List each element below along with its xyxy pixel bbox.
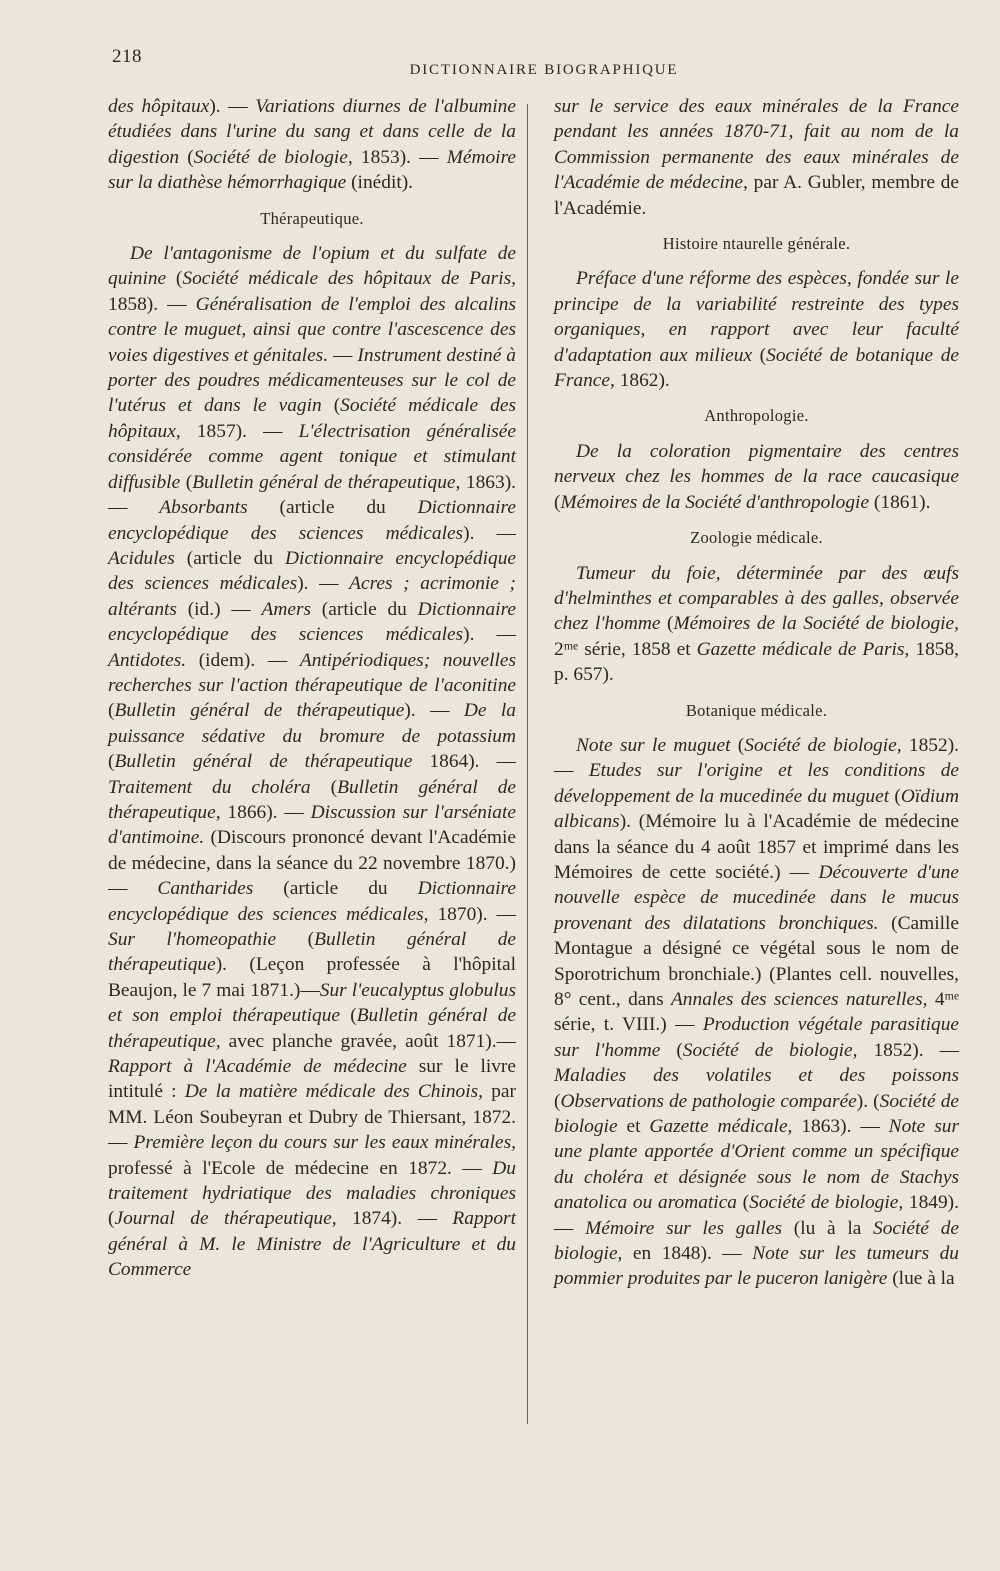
text-run: ( [108,751,115,773]
section-heading-therapeutique: Thérapeutique. [260,208,364,228]
section-heading-botanique: Botanique médicale. [685,700,828,720]
column-divider [527,104,528,1424]
italic-text-run: Acres ; acrimonie ; altérants [108,573,516,620]
text-run: en 1848). — [622,1243,753,1265]
italic-text-run: Discussion sur l'arséniate d'antimoine. [108,801,516,849]
text-run: 1857). — [180,420,299,442]
italic-text-run: Gazette médicale, [649,1116,793,1138]
italic-text-run: L'électrisation généralisée considérée comme agent tonique et stimulant diffusible [108,420,516,493]
italic-text-run: Maladies des volatiles et des poissons [554,1065,959,1087]
italic-text-run: Absorbants [159,497,248,519]
italic-text-run: sur le service des eaux minérales de la France pendant les années 1870-71, fait au nom de la Commission permanente des eaux minérales de l'Académie de médecine, [554,96,959,194]
text-run: ). — [209,96,256,117]
text-run: ( [166,268,183,290]
text-run: ( [321,395,341,417]
text-run: ( [737,1192,750,1214]
italic-text-run: Antipériodiques; nouvelles recherches sur l'action thérapeutique de l'aconitine [108,649,517,696]
text-run: (article du [311,598,418,620]
italic-text-run: Annales des sciences naturelles, [670,989,928,1010]
italic-text-run: Généralisation de l'emploi des alcalins contre le muguet, ainsi que contre l'ascescence des voies digestives et génitales. [108,293,516,366]
italic-text-run: Dictionnaire encyclopédique des sciences médicales, [108,878,516,925]
italic-text-run: Dictionnaire encyclopédique des sciences médicales [108,497,516,544]
italic-text-run: Note sur les tumeurs du pommier produites par le puceron lanigère [554,1243,960,1290]
italic-text-run: Oïdium albicans [554,785,959,833]
text-run: ( [108,1208,115,1230]
text-run: ( [554,491,561,513]
italic-text-run: Mémoire sur les galles [585,1217,783,1239]
italic-text-run: Antidotes. [108,649,187,671]
text-run: 1863). — [792,1116,889,1138]
italic-text-run: Société médicale des hôpitaux de Paris, [182,268,516,290]
italic-text-run: Bulletin général de thérapeutique, [192,471,461,493]
paragraph [108,94,516,196]
italic-text-run: Bulletin général de thérapeutique, [108,776,516,823]
italic-text-run: Société de biologie, [554,1217,960,1265]
section-heading-zoologie: Zoologie médicale. [690,528,823,548]
italic-text-run: Mémoires de la Société d'anthropologie [560,491,870,513]
text-run: 2ᵐᵉ série, 1858 et [554,638,697,660]
italic-text-run: Gazette médicale de Paris, [696,638,910,660]
text-run: 1852). — [857,1039,959,1061]
text-run: 1858). — [108,293,196,315]
text-run: ( [180,471,193,493]
text-run: ( [179,146,194,168]
section-heading-anthropologie: Anthropologie. [704,406,809,426]
text-run: par A. Gubler, membre de l'Académie. [554,172,959,219]
paragraph [554,561,959,688]
text-run: ). (Leçon professée à l'hôpital Beaujon, le 7 mai 1871.)— [108,954,516,1001]
italic-text-run: Tumeur du foie, déterminée par des œufs d'helminthes et comparables à des galles, observée chez l'homme [554,562,959,635]
italic-text-run: Mémoire sur la diathèse hémorrhagique [108,146,516,194]
italic-text-run: Amers [261,598,312,620]
italic-text-run: Variations diurnes de l'albumine étudiées dans l'urine du sang et dans celle de la digestion [108,96,516,168]
italic-text-run: Note sur le muguet [576,734,731,756]
text-run: 1870). — [428,903,516,925]
text-run: ). — [463,522,516,544]
italic-text-run: Dictionnaire encyclopédique des sciences médicales [108,547,516,595]
text-run: (idem). — [186,649,300,671]
text-run: et [617,1116,650,1138]
text-run: 1862). [614,370,670,392]
italic-text-run: Rapport à l'Académie de médecine [108,1056,407,1078]
page-number: 218 [112,46,142,67]
text-run: ( [340,1005,357,1027]
text-run: 4ᵐᵉ série, t. VIII.) — [554,989,959,1036]
text-run: 1863). — [108,471,517,519]
text-run: ( [554,1090,561,1112]
text-run: 1853). — [352,146,447,168]
italic-text-run: Bulletin général de thérapeutique [108,929,517,976]
italic-text-run: Société de biologie, [744,734,902,756]
italic-text-run: Sur l'homeopathie [108,929,277,950]
text-run: (id.) — [176,598,262,620]
text-run: sur le livre intitulé : [108,1056,516,1103]
text-run: 1864). — [412,751,516,773]
paragraph [554,94,959,221]
italic-text-run: Bulletin général de thérapeutique, [108,1005,517,1052]
italic-text-run: De la matière médicale des Chinois, [184,1081,484,1103]
text-run: ( [310,776,338,798]
text-run: 1852). — [554,734,960,782]
text-run: — [328,344,358,366]
text-run: (inédit). [346,172,414,194]
italic-text-run: Rapport général à M. le Ministre de l'Agriculture et du Commerce [108,1208,516,1281]
italic-text-run: Etudes sur l'origine et les conditions de développement de la mucedinée du muguet [554,760,959,807]
italic-text-run: Du traitement hydriatique des maladies chroniques [108,1157,516,1205]
italic-text-run: Société de biologie, [682,1039,858,1061]
italic-text-run: De la coloration pigmentaire des centres nerveux chez les hommes de la race caucasique [554,440,959,488]
text-run: ( [108,700,115,722]
text-run: professé à l'Ecole de médecine en 1872. — [108,1157,493,1179]
italic-text-run: Note sur une plante apportée d'Orient comme un spécifique du choléra et désignée sous le nom de Stachys anatolica ou aromatica [554,1116,959,1214]
italic-text-run: Société de biologie, [193,146,353,168]
text-run: ). — [463,624,516,646]
text-run: ). ( [856,1090,880,1112]
italic-text-run: De la puissance sédative du bromure de potassium [108,700,516,747]
paragraph [554,266,959,393]
paragraph [554,439,959,515]
section-heading-histoire-naturelle: Histoire ntaurelle générale. [662,234,851,254]
italic-text-run: Bulletin général de thérapeutique [114,751,413,773]
text-run: 1849). — [554,1192,959,1239]
italic-text-run: Société de biologie [554,1090,959,1138]
paragraph [554,733,959,1292]
italic-text-run: Préface d'une réforme des espèces, fondée sur le principe de la variabilité restreinte des types organiques, en rapport avec leur faculté d'adaptation aux milieux [554,268,959,366]
italic-text-run: Société médicale des hôpitaux, [108,395,516,442]
italic-text-run: Dictionnaire encyclopédique des sciences médicales [108,598,516,646]
italic-text-run: des hôpitaux [108,96,210,117]
italic-text-run: Sur l'eucalyptus globulus et son emploi thérapeutique [108,979,516,1027]
text-run: (article du [247,497,418,519]
italic-text-run: Cantharides [157,878,254,900]
italic-text-run: Journal de thérapeutique, [114,1208,337,1230]
italic-text-run: Société de biologie, [749,1192,904,1214]
text-run: ). — [297,573,350,595]
italic-text-run: De l'antagonisme de l'opium et du sulfate de quinine [108,243,516,290]
text-run: (Discours prononcé devant l'Académie de médecine, dans la séance du 22 novembre 1870.) — [108,827,516,900]
italic-text-run: Mémoires de la Société de biologie, [673,613,959,635]
italic-text-run: Observations de pathologie comparée [560,1090,857,1112]
right-column [554,94,959,1292]
italic-text-run: Première leçon du cours sur les eaux minérales, [133,1132,516,1154]
italic-text-run: Production végétale parasitique sur l'homme [554,1014,959,1061]
text-run: 1874). — [336,1208,453,1230]
italic-text-run: Découverte d'une nouvelle espèce de mucedinée dans le mucus provenant des dilatations bronchiques. [554,861,959,934]
italic-text-run: Traitement du choléra [108,776,311,798]
text-run: ( [730,734,745,756]
text-run: ( [752,344,767,366]
italic-text-run: Acidules [108,547,175,569]
italic-text-run: Société de botanique de France, [554,344,960,392]
text-run: (lu à la [782,1217,874,1239]
text-run: ). (Mémoire lu à l'Académie de médecine dans la séance du 4 août 1857 et imprimé dans les Mémoires de cette société.) — [554,811,959,883]
text-run: ( [660,613,674,635]
text-run: (article du [174,547,286,569]
text-run: (lue à la [887,1268,955,1290]
running-title: DICTIONNAIRE BIOGRAPHIQUE [409,62,679,78]
left-column [108,94,516,1283]
text-run: par MM. Léon Soubeyran et Dubry de Thiersant, 1872. — [108,1081,516,1154]
text-run: ( [889,785,901,807]
text-run: ). — [404,700,464,722]
paragraph [108,241,516,1283]
italic-text-run: Bulletin général de thérapeutique [114,700,405,722]
text-run: (article du [253,878,418,900]
text-run: ( [660,1039,683,1061]
text-run: 1858, p. 657). [554,638,959,686]
text-run: (Camille Montague a désigné ce végétal sous le nom de Sporotrichum bronchiale.) (Plantes cell. nouvelles, 8° cent., dans [554,912,959,1010]
text-run: ( [276,929,315,950]
text-run: 1866). — [220,801,311,823]
text-run: avec planche gravée, août 1871).— [220,1030,516,1052]
text-run: (1861). [869,491,931,513]
italic-text-run: Instrument destiné à porter des poudres médicamenteuses sur le col de l'utérus et dans le vagin [108,344,517,417]
